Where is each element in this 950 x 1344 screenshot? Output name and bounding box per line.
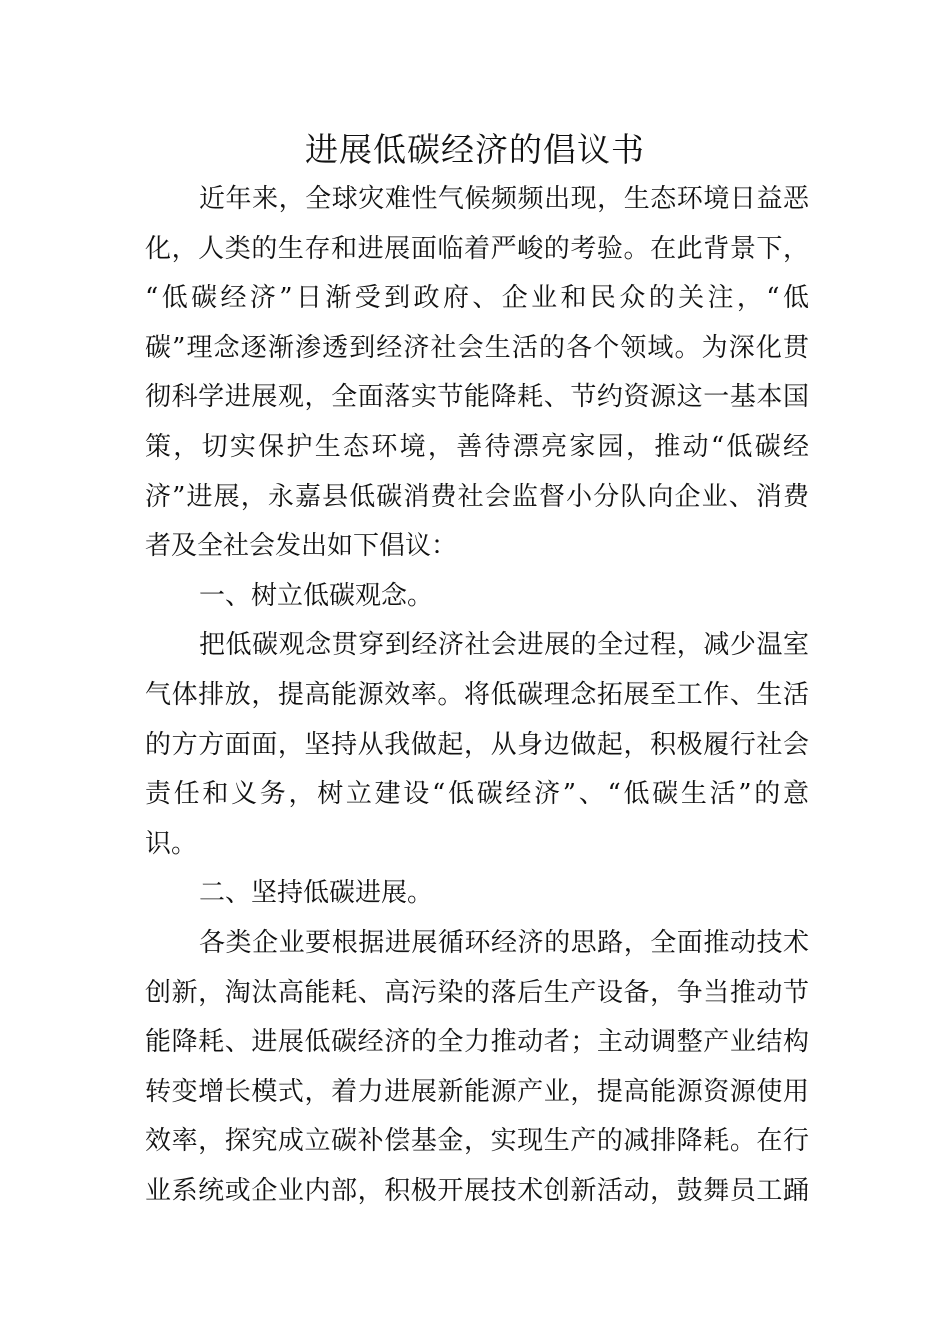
body-line: 转变增长模式，着力进展新能源产业，提高能源资源使用 xyxy=(145,1076,809,1107)
body-line: 二、坚持低碳进展。 xyxy=(199,878,434,909)
body-line: 各类企业要根据进展循环经济的思路，全面推动技术 xyxy=(199,927,809,958)
body-line: 把低碳观念贯穿到经济社会进展的全过程，减少温室 xyxy=(199,630,809,661)
body-line: 彻科学进展观，全面落实节能降耗、节约资源这一基本国 xyxy=(145,382,809,413)
body-line: “低碳经济”日渐受到政府、企业和民众的关注，“低 xyxy=(145,283,809,314)
body-line: 识。 xyxy=(145,828,198,859)
body-line: 一、树立低碳观念。 xyxy=(199,580,434,611)
document-body xyxy=(145,175,809,1216)
body-line: 业系统或企业内部，积极开展技术创新活动，鼓舞员工踊 xyxy=(145,1175,809,1206)
body-line: 能降耗、进展低碳经济的全力推动者；主动调整产业结构 xyxy=(145,1027,809,1058)
document-title: 进展低碳经济的倡议书 xyxy=(305,130,645,169)
body-line: 者及全社会发出如下倡议： xyxy=(145,531,458,562)
body-line: 近年来，全球灾难性气候频频出现，生态环境日益恶 xyxy=(199,184,809,214)
body-line: 责任和义务，树立建设“低碳经济”、“低碳生活”的意 xyxy=(145,779,809,810)
body-line: 化，人类的生存和进展面临着严峻的考验。在此背景下， xyxy=(145,233,809,264)
body-line: 碳”理念逐渐渗透到经济社会生活的各个领域。为深化贯 xyxy=(145,332,809,363)
body-line: 效率，探究成立碳补偿基金，实现生产的减排降耗。在行 xyxy=(145,1126,809,1157)
body-line: 济”进展，永嘉县低碳消费社会监督小分队向企业、消费 xyxy=(145,481,809,512)
body-line: 创新，淘汰高能耗、高污染的落后生产设备，争当推动节 xyxy=(145,977,809,1008)
body-line: 策，切实保护生态环境，善待漂亮家园，推动“低碳经 xyxy=(145,431,809,462)
body-line: 的方方面面，坚持从我做起，从身边做起，积极履行社会 xyxy=(145,729,809,760)
body-line: 气体排放，提高能源效率。将低碳理念拓展至工作、生活 xyxy=(145,679,809,710)
